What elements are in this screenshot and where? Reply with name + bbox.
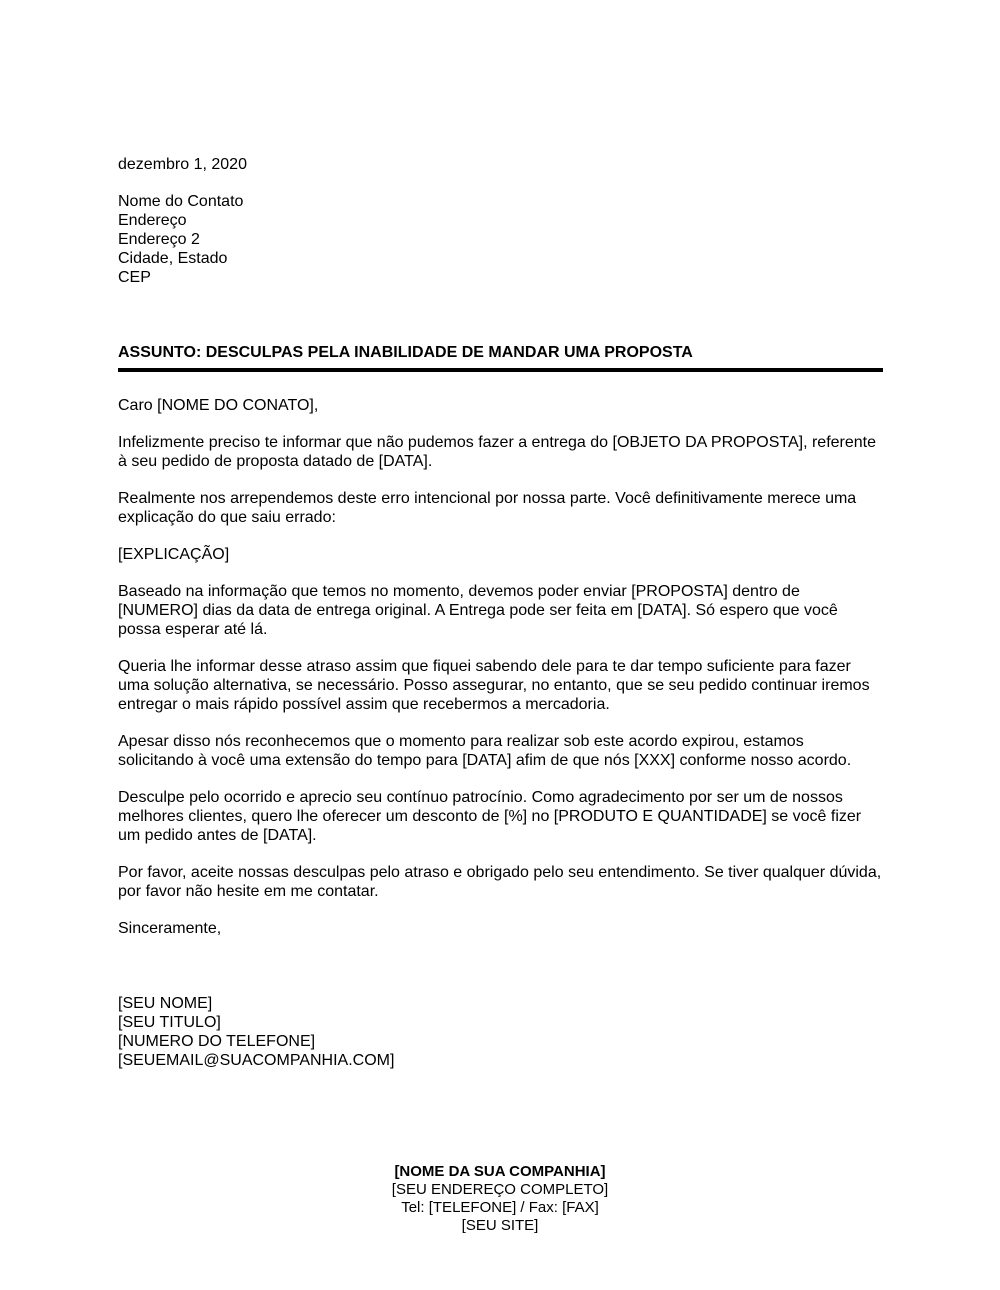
paragraph: Apesar disso nós reconhecemos que o momento para realizar sob este acordo expirou, estamos solicitando à você uma extensão do tempo para [DATA] afim de que nós [XXX] conforme nosso acordo.: [118, 733, 852, 769]
recipient-address: [118, 192, 883, 287]
recipient-zip: CEP: [118, 269, 151, 286]
paragraph: Por favor, aceite nossas desculpas pelo atraso e obrigado pelo seu entendimento. Se tiver qualquer dúvida, por favor não hesite em me contatar.: [118, 864, 882, 900]
salutation: Caro [NOME DO CONATO],: [118, 397, 319, 414]
closing: Sinceramente,: [118, 920, 222, 937]
footer-site: [SEU SITE]: [461, 1217, 539, 1234]
footer-contact: Tel: [TELEFONE] / Fax: [FAX]: [401, 1199, 599, 1216]
recipient-city-state: Cidade, Estado: [118, 250, 228, 267]
footer-company-name: [NOME DA SUA COMPANHIA]: [394, 1163, 606, 1180]
paragraph: Queria lhe informar desse atraso assim que fiquei sabendo dele para te dar tempo suficiente para fazer uma solução alternativa, se necessário. Posso assegurar, no entanto, que se seu pedido continuar iremos entregar o mais rápido possível assim que recebermos a mercadoria.: [118, 658, 870, 713]
paragraph: [EXPLICAÇÃO]: [118, 546, 230, 563]
company-footer: [0, 1163, 1000, 1235]
letter-date: dezembro 1, 2020: [118, 156, 247, 173]
paragraph: Infelizmente preciso te informar que não pudemos fazer a entrega do [OBJETO DA PROPOSTA], referente à seu pedido de proposta datado de [DATA].: [118, 434, 876, 470]
footer-address: [SEU ENDEREÇO COMPLETO]: [391, 1181, 609, 1198]
signature-name: [SEU NOME]: [118, 995, 213, 1012]
paragraph: Baseado na informação que temos no momento, devemos poder enviar [PROPOSTA] dentro de [NUMERO] dias da data de entrega original. A Entrega pode ser feita em [DATA]. Só espero que você possa esperar até lá.: [118, 583, 838, 638]
recipient-address-line-2: Endereço 2: [118, 231, 200, 248]
paragraph: Desculpe pelo ocorrido e aprecio seu contínuo patrocínio. Como agradecimento por ser um de nossos melhores clientes, quero lhe oferecer um desconto de [%] no [PRODUTO E QUANTIDADE] se você fizer um pedido antes de [DATA].: [118, 789, 862, 844]
signature-block: [118, 994, 883, 1070]
signature-phone: [NUMERO DO TELEFONE]: [118, 1033, 316, 1050]
recipient-address-line-1: Endereço: [118, 212, 187, 229]
letter-body: [118, 155, 883, 1070]
recipient-name: Nome do Contato: [118, 193, 244, 210]
subject-line: ASSUNTO: DESCULPAS PELA INABILIDADE DE MANDAR UMA PROPOSTA: [118, 343, 883, 372]
paragraph: Realmente nos arrependemos deste erro intencional por nossa parte. Você definitivamente merece uma explicação do que saiu errado:: [118, 490, 857, 526]
signature-email: [SEUEMAIL@SUACOMPANHIA.COM]: [118, 1052, 395, 1069]
signature-title: [SEU TITULO]: [118, 1014, 221, 1031]
